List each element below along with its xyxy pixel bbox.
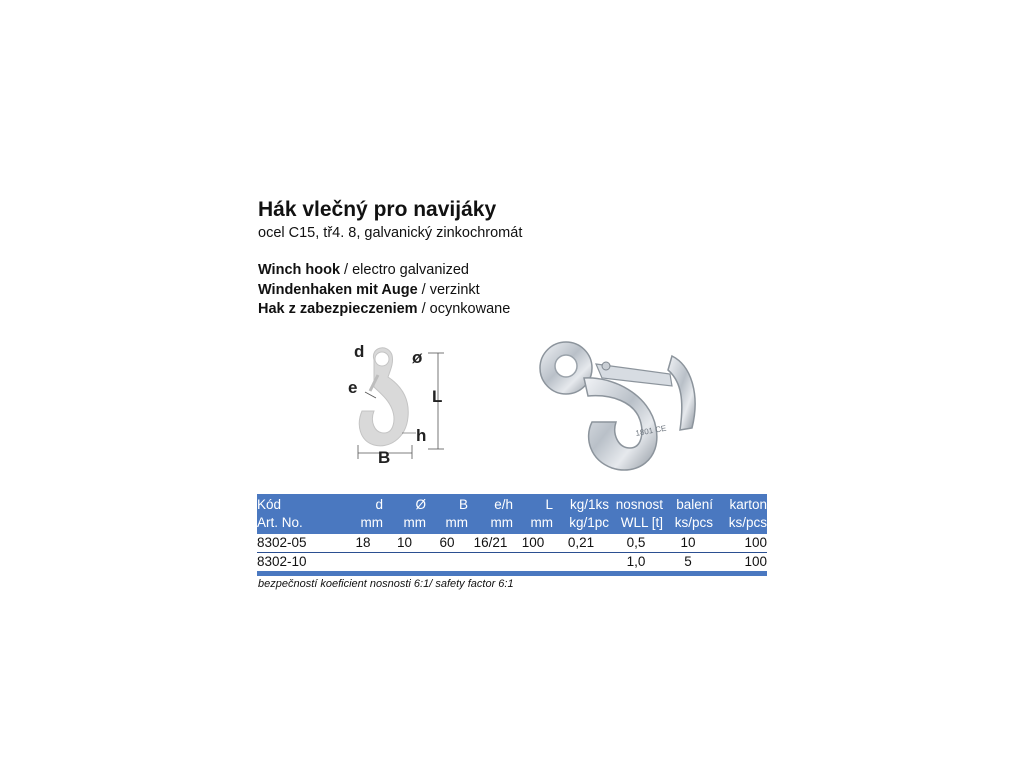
hook-product-photo [532, 336, 712, 476]
header-art-no: Art. No. [257, 514, 343, 534]
product-name-de [258, 282, 480, 298]
cell-eh: 16/21 [468, 534, 513, 553]
cell-l [513, 553, 553, 572]
header-pack: balení [663, 494, 713, 514]
label-e: e [348, 378, 358, 397]
cell-b: 60 [426, 534, 468, 553]
product-name-en [258, 262, 469, 278]
label-B: B [378, 448, 391, 465]
cell-code: 8302-10 [257, 554, 307, 569]
unit-wll: WLL [t] [609, 514, 663, 534]
cell-wll: 0,5 [609, 534, 663, 553]
cell-code: 8302-05 [257, 534, 343, 553]
table-row [257, 553, 767, 572]
header-wll: nosnost [609, 494, 663, 514]
header-weight: kg/1ks [553, 494, 609, 514]
unit-diameter: mm [383, 514, 426, 534]
product-subtitle: ocel C15, tř4. 8, galvanický zinkochromát [258, 225, 523, 241]
unit-d: mm [343, 514, 383, 534]
label-o: ø [412, 348, 423, 367]
cell-weight [553, 553, 609, 572]
product-name-de-rest: / verzinkt [417, 282, 480, 298]
product-name-pl-rest: / ocynkowane [417, 301, 511, 317]
header-code: Kód [257, 494, 343, 514]
hook-dimension-diagram [340, 335, 460, 465]
cell-l: 100 [513, 534, 553, 553]
table-row [257, 534, 767, 553]
header-carton: karton [713, 494, 767, 514]
cell-carton: 100 [744, 554, 767, 569]
cell-eh [468, 553, 513, 572]
label-d: d [354, 342, 365, 361]
unit-eh: mm [468, 514, 513, 534]
cell-wll: 1,0 [626, 554, 646, 569]
header-b: B [426, 494, 468, 514]
label-L: L [432, 387, 443, 406]
spec-table-header [257, 494, 767, 534]
cell-carton: 100 [713, 534, 767, 553]
product-name-en-rest: / electro galvanized [340, 262, 469, 278]
photo-stamp: 1801 CE [634, 423, 668, 438]
product-title: Hák vlečný pro navijáky [258, 198, 497, 221]
product-name-de-bold: Windenhaken mit Auge [258, 282, 418, 298]
unit-l: mm [513, 514, 553, 534]
unit-pack: ks/pcs [663, 514, 713, 534]
unit-weight: kg/1pc [553, 514, 609, 534]
spec-table [257, 494, 767, 571]
product-name-pl-bold: Hak z zabezpieczeniem [258, 301, 418, 317]
safety-note: bezpečností koeficient nosnosti 6:1/ safety factor 6:1 [258, 578, 514, 590]
unit-b: mm [426, 514, 468, 534]
cell-d [343, 553, 383, 572]
header-diameter: Ø [383, 494, 426, 514]
hook-eye [375, 352, 389, 366]
cell-weight: 0,21 [553, 534, 609, 553]
header-eh: e/h [468, 494, 513, 514]
product-name-pl [258, 301, 510, 317]
cell-pack: 5 [684, 554, 692, 569]
unit-carton: ks/pcs [713, 514, 767, 534]
product-name-en-bold: Winch hook [258, 262, 341, 278]
header-d: d [343, 494, 383, 514]
cell-d: 18 [343, 534, 383, 553]
header-l: L [513, 494, 553, 514]
cell-pack: 10 [663, 534, 713, 553]
cell-diameter: 10 [383, 534, 426, 553]
label-h: h [416, 426, 427, 445]
cell-b [426, 553, 468, 572]
table-bottom-bar [257, 571, 767, 576]
cell-diameter [383, 553, 426, 572]
